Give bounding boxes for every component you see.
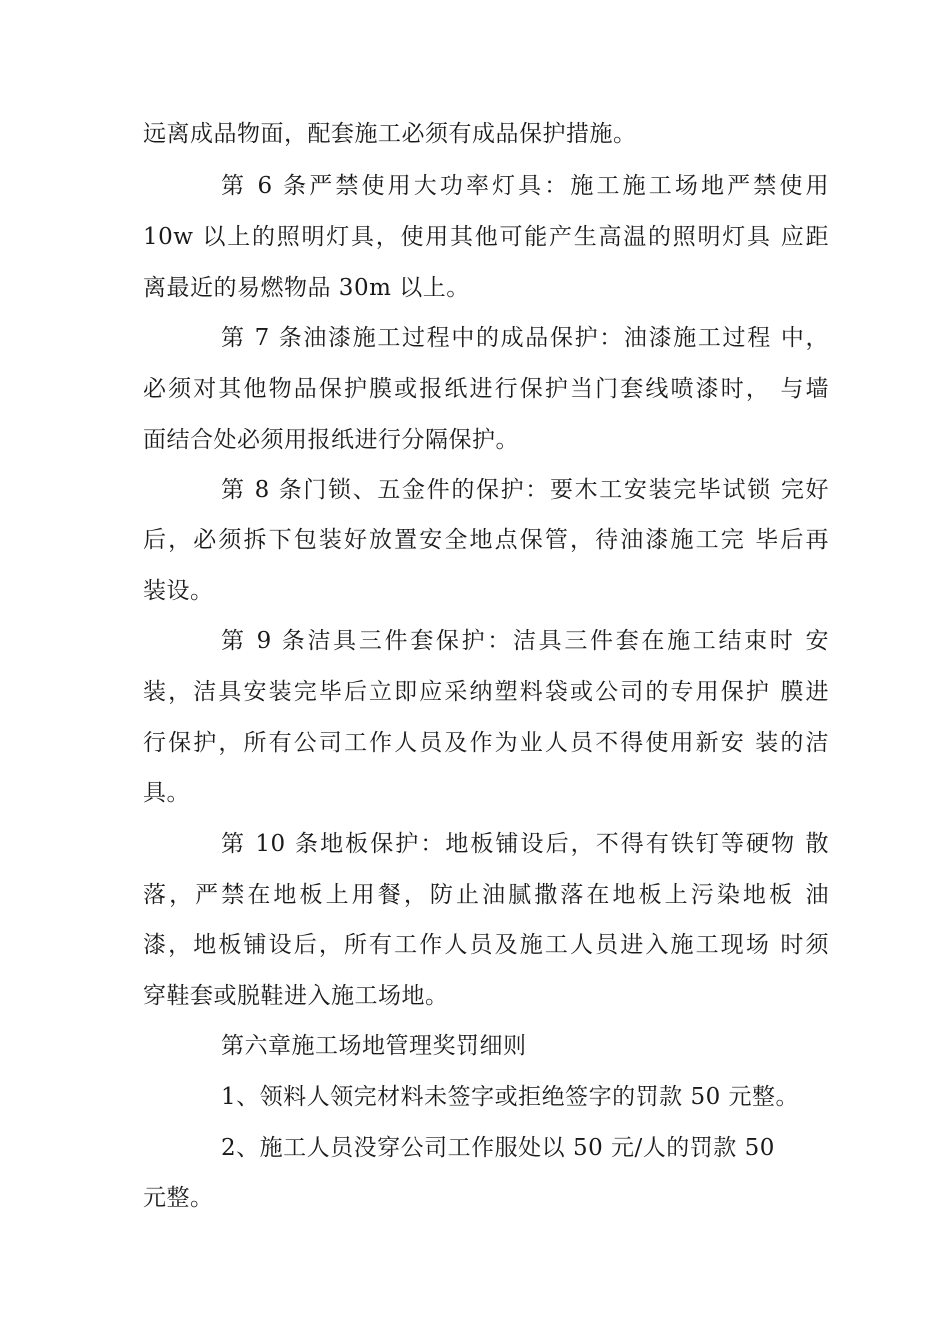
text-line: 离最近的易燃物品 30m 以上。 (143, 275, 470, 301)
text-line: 穿鞋套或脱鞋进入施工场地。 (143, 983, 449, 1009)
text-line: 第 10 条地板保护：地板铺设后，不得有铁钉等硬物 散 (221, 831, 829, 857)
text-line: 远离成品物面，配套施工必须有成品保护措施。 (143, 121, 637, 147)
text-line: 第 9 条洁具三件套保护：洁具三件套在施工结束时 安 (221, 628, 829, 654)
text-line: 后，必须拆下包装好放置安全地点保管，待油漆施工完 毕后再 (143, 527, 829, 553)
chapter-heading: 第六章施工场地管理奖罚细则 (221, 1033, 527, 1059)
text-line: 必须对其他物品保护膜或报纸进行保护当门套线喷漆时， 与墙 (143, 376, 829, 402)
text-line: 装设。 (143, 578, 214, 604)
text-line: 落，严禁在地板上用餐，防止油腻撒落在地板上污染地板 油 (143, 882, 829, 908)
text-line: 第 8 条门锁、五金件的保护：要木工安装完毕试锁 完好 (221, 477, 829, 503)
text-line: 装，洁具安装完毕后立即应采纳塑料袋或公司的专用保护 膜进 (143, 679, 829, 705)
text-line: 具。 (143, 780, 190, 806)
text-line: 漆，地板铺设后，所有工作人员及施工人员进入施工现场 时须 (143, 932, 829, 958)
text-line: 2、施工人员没穿公司工作服处以 50 元/人的罚款 50 (221, 1135, 775, 1161)
text-line: 行保护，所有公司工作人员及作为业人员不得使用新安 装的洁 (143, 730, 829, 756)
text-line: 面结合处必须用报纸进行分隔保护。 (143, 427, 519, 453)
text-line: 第 6 条严禁使用大功率灯具：施工施工场地严禁使用 (221, 173, 829, 199)
text-line: 第 7 条油漆施工过程中的成品保护：油漆施工过程 中， (221, 325, 829, 351)
text-line: 1、领料人领完材料未签字或拒绝签字的罚款 50 元整。 (221, 1084, 800, 1110)
text-line: 元整。 (143, 1185, 214, 1211)
text-line: 10w 以上的照明灯具，使用其他可能产生高温的照明灯具 应距 (143, 224, 829, 250)
